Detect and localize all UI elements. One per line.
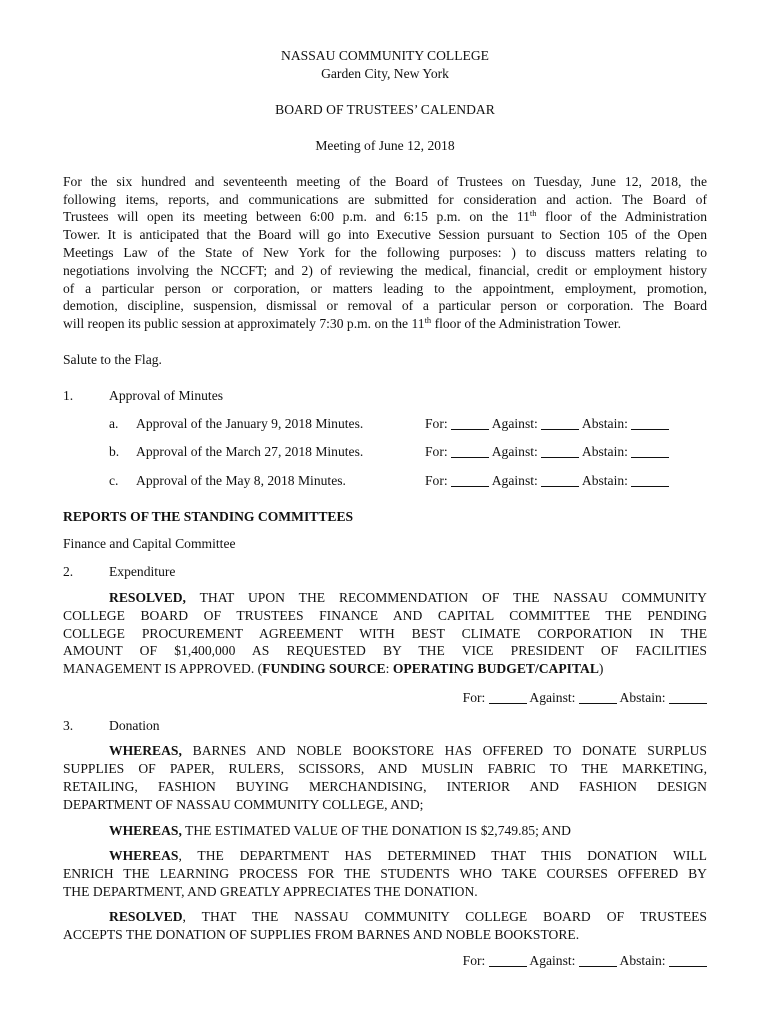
intro-line: will reopen its public session at approximately 7:30 p.m. on the 11th floor of the Administration Tower. <box>63 315 622 331</box>
vote-line: For: Against: Abstain: <box>425 444 669 460</box>
resolution-line: COLLEGE BOARD OF TRUSTEES FINANCE AND CAPITAL COMMITTEE THE PENDING <box>63 608 707 623</box>
vote-line: For: Against: Abstain: <box>463 690 707 706</box>
college-name: NASSAU COMMUNITY COLLEGE <box>281 48 489 63</box>
vote-line: For: Against: Abstain: <box>463 953 707 969</box>
resolution-line: RESOLVED, THAT UPON THE RECOMMENDATION OF THE NASSAU COMMUNITY <box>109 590 707 605</box>
intro-line: following items, reports, and communications are submitted for consideration and action. The Board of <box>63 192 707 207</box>
intro-line: of a particular person or corporation, or matters leading to the appointment, employment, promotion, <box>63 281 707 296</box>
resolution-line: AMOUNT OF $1,400,000 AS REQUESTED BY THE VICE PRESIDENT OF FACILITIES <box>63 643 707 658</box>
subitem-text: Approval of the March 27, 2018 Minutes. <box>136 444 364 459</box>
intro-line: demotion, discipline, suspension, dismissal or removal of a particular person or corporation. The Board <box>63 298 707 313</box>
resolution-line: ACCEPTS THE DONATION OF SUPPLIES FROM BARNES AND NOBLE BOOKSTORE. <box>63 927 580 942</box>
subitem-letter: b. <box>109 444 120 459</box>
resolution-line: WHEREAS, BARNES AND NOBLE BOOKSTORE HAS OFFERED TO DONATE SURPLUS <box>109 743 707 758</box>
item-number: 1. <box>63 388 74 403</box>
subitem-text: Approval of the January 9, 2018 Minutes. <box>136 416 364 431</box>
intro-line: For the six hundred and seventeenth meeting of the Board of Trustees on Tuesday, June 12, 2018, the <box>63 174 707 189</box>
resolution-line: COLLEGE PROCUREMENT AGREEMENT WITH BEST CLIMATE CORPORATION IN THE <box>63 626 707 641</box>
item-title: Approval of Minutes <box>109 388 224 403</box>
vote-line: For: Against: Abstain: <box>425 473 669 489</box>
subitem-letter: a. <box>109 416 119 431</box>
item-title: Expenditure <box>109 564 176 579</box>
resolution-line: SUPPLIES OF PAPER, RULERS, SCISSORS, AND MUSLIN FABRIC TO THE MARKETING, <box>63 761 707 776</box>
meeting-date: Meeting of June 12, 2018 <box>315 138 455 153</box>
intro-line: Trustees will open its meeting between 6:00 p.m. and 6:15 p.m. on the 11th floor of the Administration <box>63 208 707 224</box>
college-location: Garden City, New York <box>321 66 449 81</box>
item-number: 3. <box>63 718 74 733</box>
intro-line: Meetings Law of the State of New York for the following purposes: ) to discuss matters relating to <box>63 245 707 260</box>
resolution-line: ENRICH THE LEARNING PROCESS FOR THE STUDENTS WHO TAKE COURSES OFFERED BY <box>63 866 707 881</box>
resolution-line: WHEREAS, THE ESTIMATED VALUE OF THE DONATION IS $2,749.85; AND <box>109 823 571 838</box>
resolution-line: THE DEPARTMENT, AND GREATLY APPRECIATES THE DONATION. <box>63 884 478 899</box>
reports-heading: REPORTS OF THE STANDING COMMITTEES <box>63 509 354 524</box>
committee-name: Finance and Capital Committee <box>63 536 236 551</box>
vote-line: For: Against: Abstain: <box>425 416 669 432</box>
subitem-letter: c. <box>109 473 119 488</box>
calendar-title: BOARD OF TRUSTEES’ CALENDAR <box>275 102 495 117</box>
resolution-line: RETAILING, FASHION BUYING MERCHANDISING, INTERIOR AND FASHION DESIGN <box>63 779 707 794</box>
item-title: Donation <box>109 718 160 733</box>
resolution-line: MANAGEMENT IS APPROVED. (FUNDING SOURCE: OPERATING BUDGET/CAPITAL) <box>63 661 604 676</box>
resolution-line: WHEREAS, THE DEPARTMENT HAS DETERMINED THAT THIS DONATION WILL <box>109 848 707 863</box>
item-number: 2. <box>63 564 74 579</box>
intro-line: Tower. It is anticipated that the Board will go into Executive Session pursuant to Section 105 of the Open <box>63 227 707 242</box>
resolution-line: RESOLVED, THAT THE NASSAU COMMUNITY COLLEGE BOARD OF TRUSTEES <box>109 909 707 924</box>
resolution-line: DEPARTMENT OF NASSAU COMMUNITY COLLEGE, AND; <box>63 797 424 812</box>
intro-line: negotiations involving the NCCFT; and 2) of reviewing the medical, financial, credit or employment history <box>63 263 707 278</box>
subitem-text: Approval of the May 8, 2018 Minutes. <box>136 473 346 488</box>
salute-line: Salute to the Flag. <box>63 352 162 367</box>
